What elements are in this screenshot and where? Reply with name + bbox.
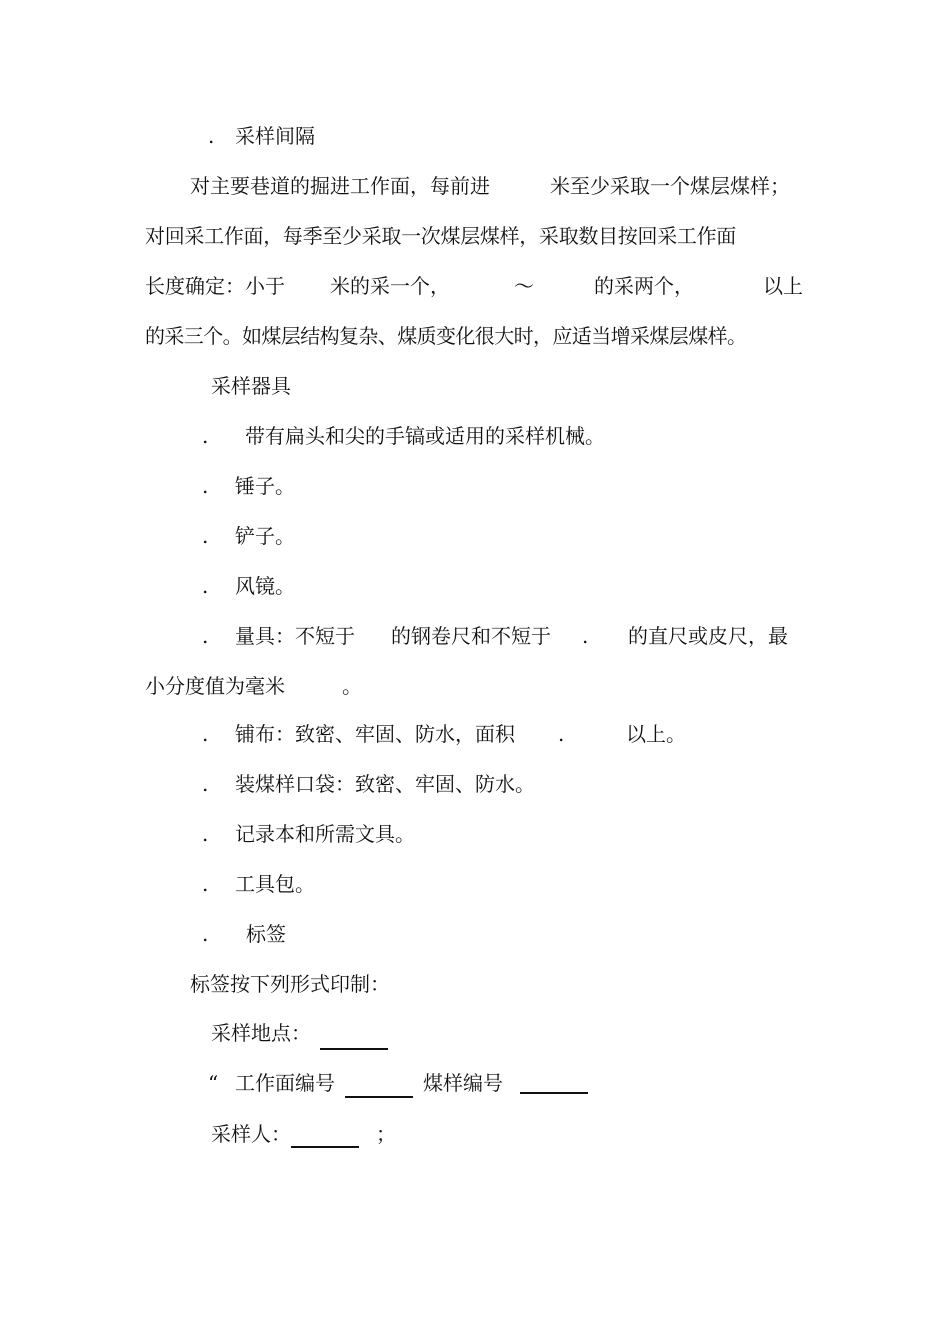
list-item: .	[582, 624, 589, 648]
list-item-dot: .	[202, 772, 209, 796]
paragraph-text: 对回采工作面，每季至少采取一次煤层煤样，采取数目按回采工作面	[145, 224, 736, 248]
list-item-dot: .	[202, 872, 209, 896]
list-item: 装煤样口袋：致密、牢固、防水。	[235, 772, 535, 796]
list-item: 锤子。	[235, 474, 295, 498]
section-heading-tools: 采样器具	[211, 374, 291, 398]
list-item: 量具：不短于	[235, 624, 355, 648]
list-item-dot: .	[202, 574, 209, 598]
paragraph-text: 以上	[763, 274, 803, 298]
list-item: .	[558, 722, 565, 746]
list-item: 铲子。	[235, 524, 295, 548]
blank-line-sample-number	[520, 1092, 588, 1094]
list-item: 以上。	[626, 722, 686, 746]
list-item-dot: .	[202, 722, 209, 746]
section-heading-interval: 采样间隔	[235, 124, 315, 148]
blank-line-sampler	[291, 1146, 359, 1148]
list-item: 记录本和所需文具。	[235, 822, 415, 846]
list-item: 的钢卷尺和不短于	[391, 624, 551, 648]
quote-mark: “	[208, 1071, 219, 1095]
paragraph-text: 米的采一个，	[330, 274, 450, 298]
list-item-dot: .	[202, 424, 209, 448]
section-dot: .	[202, 922, 209, 946]
paragraph-text: ～	[514, 274, 534, 298]
paragraph-text: 的采三个。如煤层结构复杂、煤质变化很大时，应适当增采煤层煤样。	[145, 324, 747, 348]
paragraph-text: 长度确定：小于	[145, 274, 285, 298]
list-item: 铺布：致密、牢固、防水，面积	[235, 722, 515, 746]
list-item: 带有扁头和尖的手镐或适用的采样机械。	[245, 424, 605, 448]
section-heading-label: 标签	[246, 922, 286, 946]
paragraph-text: 的采两个，	[594, 274, 694, 298]
list-item-dot: .	[202, 822, 209, 846]
list-item-dot: .	[202, 624, 209, 648]
paragraph-text: 对主要巷道的掘进工作面，每前进	[190, 174, 490, 198]
list-item-dot: .	[202, 524, 209, 548]
section-dot: .	[208, 124, 215, 148]
paragraph-text: 标签按下列形式印制：	[190, 972, 390, 996]
field-end-mark: ；	[376, 1122, 396, 1146]
paragraph-text: 米至少采取一个煤层煤样；	[550, 174, 790, 198]
field-label-location: 采样地点：	[211, 1021, 311, 1045]
list-item: 。	[342, 674, 362, 698]
blank-line-face-number	[345, 1096, 413, 1098]
field-label-face-number: 工作面编号	[235, 1071, 335, 1095]
list-item: 小分度值为毫米	[145, 674, 285, 698]
list-item: 的直尺或皮尺，最	[628, 624, 788, 648]
field-label-sampler: 采样人：	[211, 1122, 291, 1146]
list-item: 风镜。	[235, 574, 295, 598]
list-item-dot: .	[202, 474, 209, 498]
field-label-sample-number: 煤样编号	[423, 1071, 503, 1095]
list-item: 工具包。	[235, 872, 315, 896]
blank-line-location	[320, 1048, 388, 1050]
